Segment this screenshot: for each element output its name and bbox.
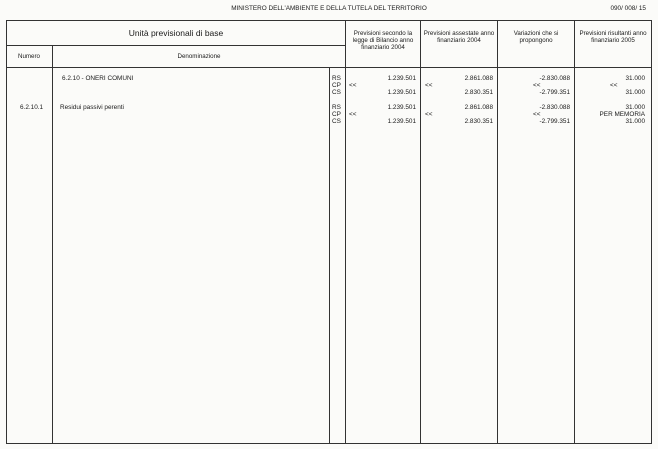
row-tipo: RS <box>332 75 341 82</box>
column-header-variazioni: Variazioni che si propongono <box>513 30 559 44</box>
column-header-numero: Numero <box>17 53 40 60</box>
column-header-denominazione: Denominazione <box>177 53 221 60</box>
cell-legge: << <box>349 82 357 89</box>
cell-legge: 1.239.501 <box>387 104 416 111</box>
cell-variazioni: -2.830.088 <box>539 75 570 82</box>
page-code: 090/ 008/ 15 <box>610 5 646 12</box>
column-header-prev-legge: Previsioni secondo la legge di Bilancio anno finanziario 2004 <box>352 30 414 51</box>
entry-denominazione: 6.2.10 - ONERI COMUNI <box>62 75 134 82</box>
col-line-assestate <box>420 20 421 444</box>
col-line-numero <box>52 45 53 444</box>
column-header-prev-risultanti: Previsioni risultanti anno finanziario 2005 <box>579 30 647 44</box>
cell-assestate: 2.830.351 <box>464 118 493 125</box>
cell-legge: << <box>349 111 357 118</box>
col-line-right <box>651 20 652 444</box>
cell-assestate: << <box>425 82 433 89</box>
table-top-border <box>6 20 652 21</box>
row-tipo: CP <box>332 82 341 89</box>
cell-risultanti: << <box>610 82 618 89</box>
entry-numero: 6.2.10.1 <box>20 104 44 111</box>
row-tipo: RS <box>332 104 341 111</box>
group-header-divider <box>6 45 346 46</box>
cell-assestate: << <box>425 111 433 118</box>
ministry-title: MINISTERO DELL'AMBIENTE E DELLA TUTELA DEL TERRITORIO <box>231 5 427 12</box>
cell-variazioni: << <box>533 111 541 118</box>
col-line-left <box>6 20 7 444</box>
cell-risultanti: 31.000 <box>625 118 645 125</box>
col-line-legge <box>345 20 346 444</box>
col-line-variazioni <box>497 20 498 444</box>
row-tipo: CP <box>332 111 341 118</box>
cell-variazioni: << <box>533 82 541 89</box>
cell-risultanti: 31.000 <box>625 75 645 82</box>
cell-risultanti: PER MEMORIA <box>599 111 645 118</box>
entry-denominazione: Residui passivi perenti <box>60 104 124 111</box>
cell-risultanti: 31.000 <box>625 104 645 111</box>
row-tipo: CS <box>332 89 341 96</box>
cell-assestate: 2.861.088 <box>464 75 493 82</box>
cell-assestate: 2.830.351 <box>464 89 493 96</box>
col-line-tipo <box>329 67 330 444</box>
cell-assestate: 2.861.088 <box>464 104 493 111</box>
cell-legge: 1.239.501 <box>387 89 416 96</box>
cell-risultanti: 31.000 <box>625 89 645 96</box>
group-header: Unità previsionali di base <box>128 28 224 38</box>
cell-legge: 1.239.501 <box>387 75 416 82</box>
column-header-prev-assestate: Previsioni assestate anno finanziario 2004 <box>423 30 495 44</box>
cell-variazioni: -2.799.351 <box>539 89 570 96</box>
cell-variazioni: -2.799.351 <box>539 118 570 125</box>
col-line-risultanti <box>574 20 575 444</box>
row-tipo: CS <box>332 118 341 125</box>
cell-variazioni: -2.830.088 <box>539 104 570 111</box>
cell-legge: 1.239.501 <box>387 118 416 125</box>
